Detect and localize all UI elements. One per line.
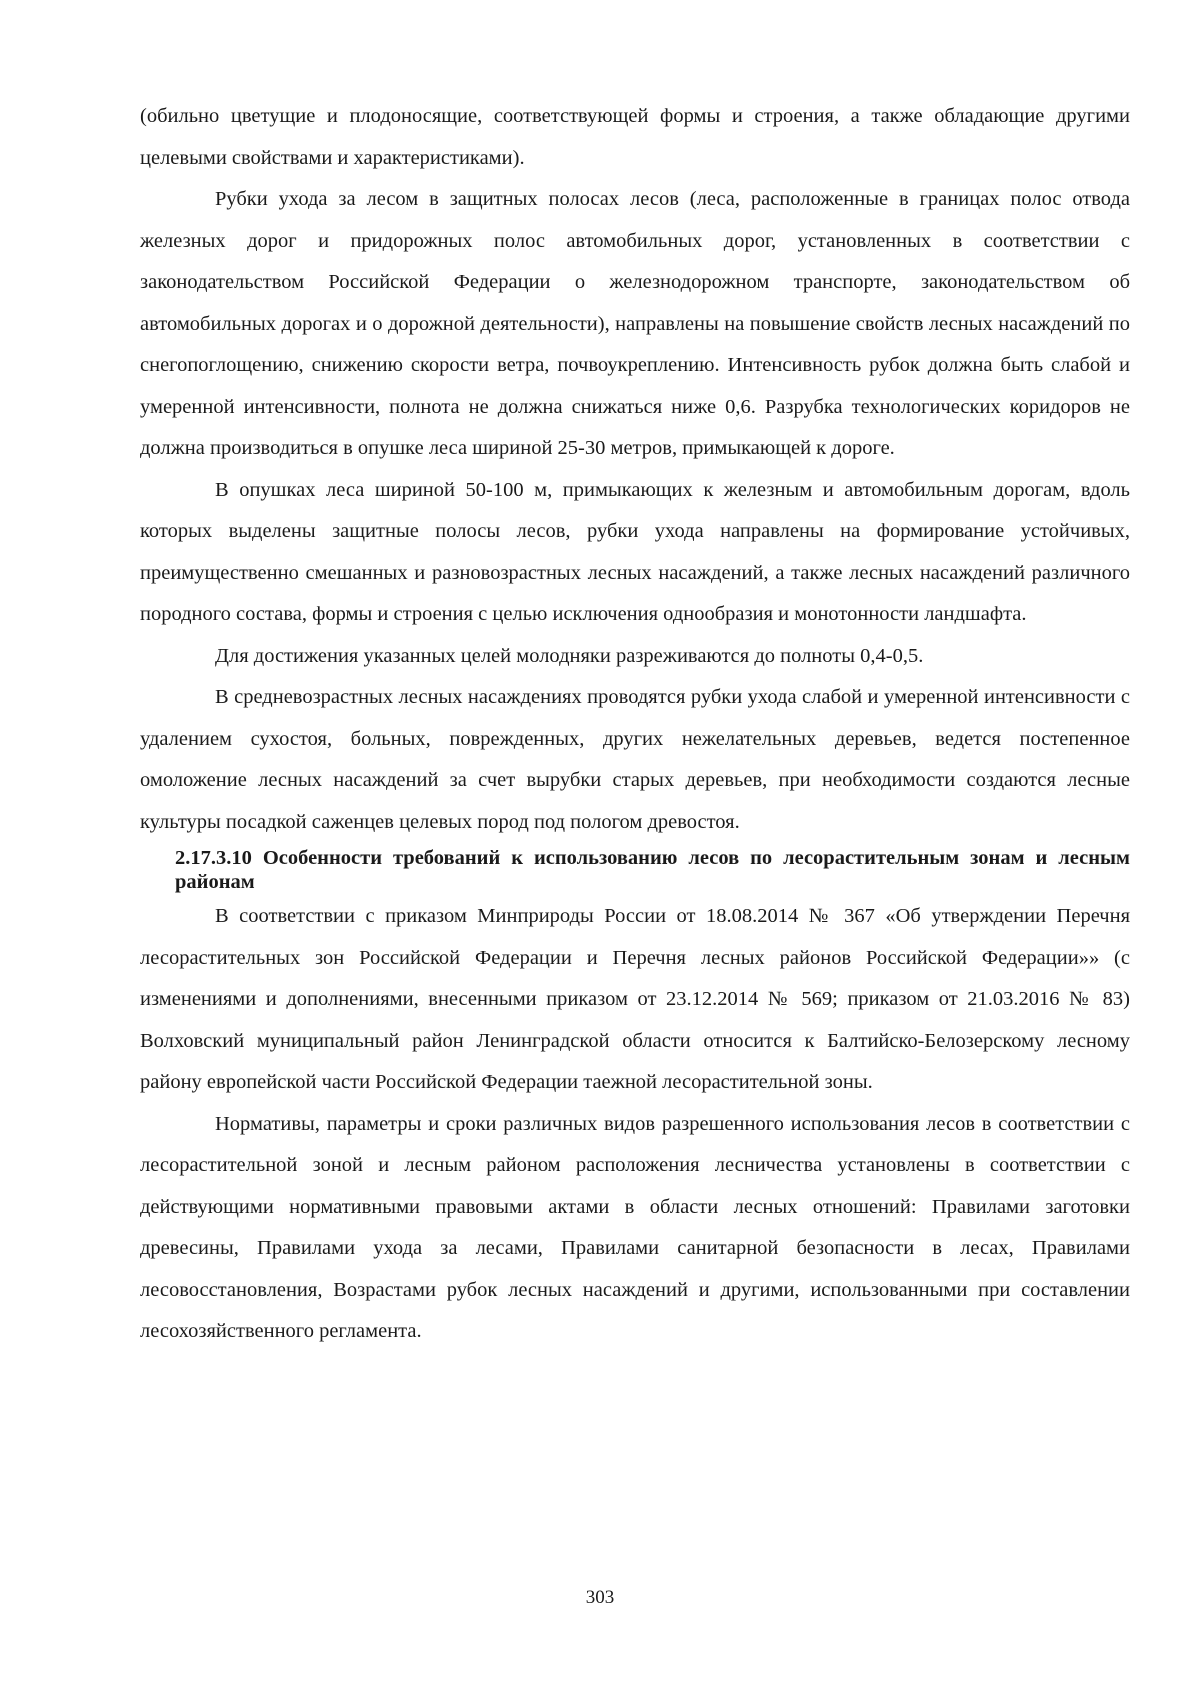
section-heading: 2.17.3.10 Особенности требований к использованию лесов по лесорастительным зонам и лесным районам <box>175 847 1130 893</box>
paragraph-order-reference: В соответствии с приказом Минприроды России от 18.08.2014 № 367 «Об утверждении Перечня лесорастительных зон Российской Федерации и Перечня лесных районов Российской Федерации»» (с изменениями и дополнениями, внесенными приказом от 23.12.2014 № 569; приказом от 21.03.2016 № 83) Волховский муниципальный район Ленинградской области относится к Балтийско-Белозерскому лесному району европейской части Российской Федерации таежной лесорастительной зоны. <box>140 905 1130 1093</box>
paragraph-continuation: (обильно цветущие и плодоносящие, соответствующей формы и строения, а также обладающие другими целевыми свойствами и характеристиками). <box>140 105 1130 169</box>
paragraph-protective-strips: Рубки ухода за лесом в защитных полосах лесов (леса, расположенные в границах полос отвода железных дорог и придорожных полос автомобильных дорог, установленных в соответствии с законодательством Российской Федерации о железнодорожном транспорте, законодательством об автомобильных дорогах и о дорожной деятельности), направлены на повышение свойств лесных насаждений по снегопоглощению, снижению скорости ветра, почвоукреплению. Интенсивность рубок должна быть слабой и умеренной интенсивности, полнота не должна снижаться ниже 0,6. Разрубка технологических коридоров не должна производиться в опушке леса шириной 25-30 метров, примыкающей к дороге. <box>140 188 1130 459</box>
page-number: 303 <box>585 1587 615 1608</box>
paragraph-young-stands: Для достижения указанных целей молодняки разреживаются до полноты 0,4-0,5. <box>215 644 924 667</box>
paragraph-norms: Нормативы, параметры и сроки различных видов разрешенного использования лесов в соответствии с лесорастительной зоной и лесным районом расположения лесничества установлены в соответствии с действующими нормативными правовыми актами в области лесных отношений: Правилами заготовки древесины, Правилами ухода за лесами, Правилами санитарной безопасности в лесах, Правилами лесовосстановления, Возрастами рубок лесных насаждений и другими, использованными при составлении лесохозяйственного регламента. <box>140 1112 1130 1342</box>
document-page <box>140 96 1130 1353</box>
paragraph-forest-edges: В опушках леса шириной 50-100 м, примыкающих к железным и автомобильным дорогам, вдоль которых выделены защитные полосы лесов, рубки ухода направлены на формирование устойчивых, преимущественно смешанных и разновозрастных лесных насаждений, а также лесных насаждений различного породного состава, формы и строения с целью исключения однообразия и монотонности ландшафта. <box>140 478 1130 625</box>
paragraph-middle-aged-stands: В средневозрастных лесных насаждениях проводятся рубки ухода слабой и умеренной интенсивности с удалением сухостоя, больных, поврежденных, других нежелательных деревьев, ведется постепенное омоложение лесных насаждений за счет вырубки старых деревьев, при необходимости создаются лесные культуры посадкой саженцев целевых пород под пологом древостоя. <box>140 686 1130 833</box>
